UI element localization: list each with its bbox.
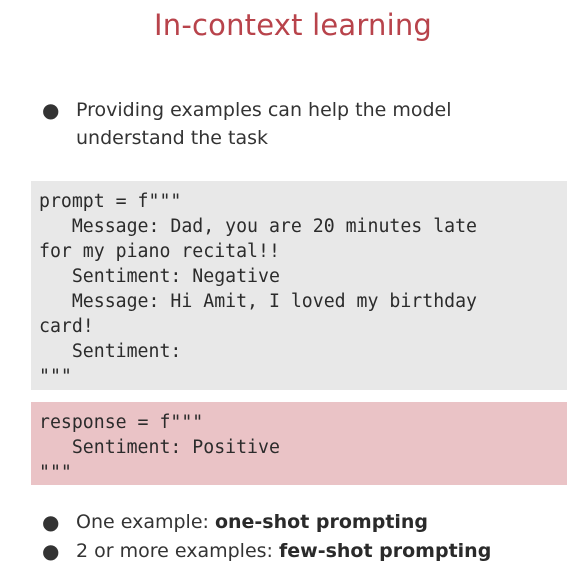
bullet-item-one-shot: [76, 508, 428, 536]
bullet-dot: ●: [42, 539, 60, 563]
bullet-item-few-shot: [76, 537, 491, 565]
code-line: Sentiment:: [39, 341, 182, 362]
code-line: """: [39, 366, 72, 387]
prompt-code-block: [31, 181, 567, 390]
bullet-prefix: 2 or more examples:: [76, 540, 279, 562]
code-line: """: [39, 462, 72, 483]
slide-title: In-context learning: [153, 8, 433, 42]
code-line: prompt = f""": [39, 191, 182, 212]
code-line: for my piano recital!!: [39, 241, 280, 262]
response-code-block: [31, 402, 567, 485]
intro-bullet-text: Providing examples can help the model understand the task: [76, 99, 452, 149]
bullet-dot: ●: [42, 98, 60, 122]
bullet-prefix: One example:: [76, 511, 215, 533]
code-line: card!: [39, 316, 94, 337]
bullet-emphasis: few-shot prompting: [278, 540, 492, 562]
code-line: Sentiment: Negative: [39, 266, 280, 287]
code-line: response = f""": [39, 412, 204, 433]
code-line: Message: Dad, you are 20 minutes late: [39, 216, 477, 237]
code-line: Message: Hi Amit, I loved my birthday: [39, 291, 477, 312]
code-line: Sentiment: Positive: [39, 437, 280, 458]
bullet-emphasis: one-shot prompting: [214, 511, 429, 533]
bullet-dot: ●: [42, 510, 60, 534]
